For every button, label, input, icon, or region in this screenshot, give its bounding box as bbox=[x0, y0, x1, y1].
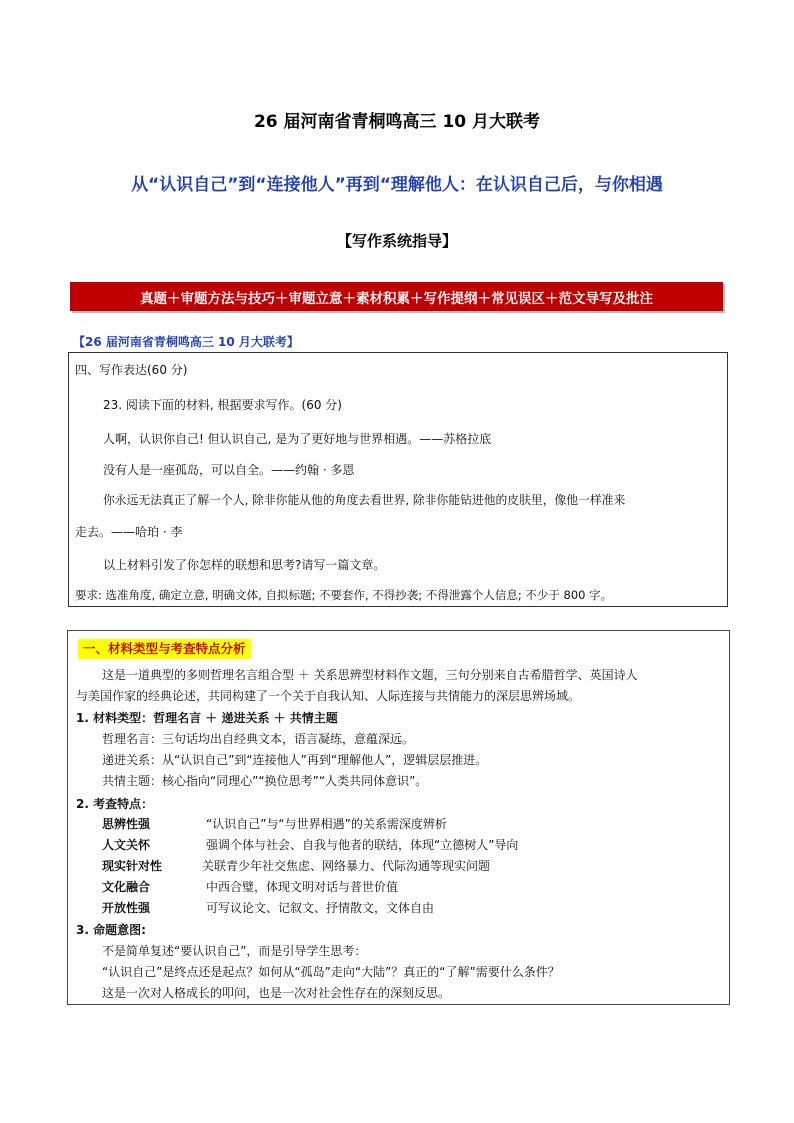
trait-value: 关联青少年社交焦虑、网络暴力、代际沟通等现实问题 bbox=[202, 859, 491, 873]
trait-key: 文化融合 bbox=[102, 880, 151, 894]
trait-key: 思辨性强 bbox=[102, 817, 151, 831]
section3-line1: 不是简单复述“要认识自己”，而是引导学生思考： bbox=[102, 944, 367, 958]
writing-task: 以上材料引发了你怎样的联想和思考?请写一篇文章。 bbox=[103, 558, 386, 572]
trait-value: 可写议论文、记叙文、抒情散文，文体自由 bbox=[206, 901, 435, 915]
section1-title: 1. 材料类型：哲理名言 ＋ 递进关系 ＋ 共情主题 bbox=[76, 711, 338, 725]
trait-row bbox=[102, 878, 398, 895]
source-label: 【26 届河南省青桐鸣高三 10 月大联考】 bbox=[73, 335, 299, 349]
trait-key: 现实针对性 bbox=[102, 859, 163, 873]
essay-subtitle: 从“认识自己”到“连接他人”再到“理解他人：在认识自己后，与你相遇 bbox=[131, 175, 663, 195]
exam-title: 26 届河南省青桐鸣高三 10 月大联考 bbox=[253, 112, 541, 132]
intro-line2: 与美国作家的经典论述，共同构建了一个关于自我认知、人际连接与共情能力的深层思辨场域。 bbox=[76, 689, 581, 703]
trait-value: “认识自己”与“与世界相遇”的关系需深度辨析 bbox=[206, 817, 447, 831]
section3-line3: 这是一次对人格成长的叩问，也是一次对社会性存在的深刻反思。 bbox=[102, 986, 451, 1000]
analysis-heading: 一、材料类型与考查特点分析 bbox=[78, 639, 251, 659]
question-box bbox=[68, 352, 728, 607]
quote-socrates: 人啊，认识你自己! 但认识自己, 是为了更好地与世界相遇。——苏格拉底 bbox=[103, 432, 492, 446]
quote-donne: 没有人是一座孤岛，可以自全。——约翰 · 多恩 bbox=[103, 463, 355, 477]
trait-key: 人文关怀 bbox=[102, 838, 151, 852]
analysis-box bbox=[67, 630, 730, 1005]
banner-text: 真题＋审题方法与技巧＋审题立意＋素材积累＋写作提纲＋常见误区＋范文导写及批注 bbox=[140, 290, 653, 307]
trait-value: 强调个体与社会、自我与他者的联结，体现“立德树人”导向 bbox=[206, 838, 519, 852]
writing-requirements: 要求: 选准角度, 确定立意, 明确文体, 自拟标题; 不要套作, 不得抄袭; 不得泄露个人信息; 不少于 800 字。 bbox=[75, 588, 613, 602]
trait-row bbox=[102, 815, 447, 832]
trait-value: 中西合璧，体现文明对话与普世价值 bbox=[206, 880, 399, 894]
trait-row bbox=[102, 836, 518, 853]
trait-row bbox=[102, 899, 434, 916]
guide-heading: 【写作系统指导】 bbox=[336, 232, 457, 250]
question-prompt: 23. 阅读下面的材料, 根据要求写作。(60 分) bbox=[103, 398, 342, 412]
section3-title: 3. 命题意图: bbox=[76, 923, 146, 937]
intro-line1: 这是一道典型的多则哲理名言组合型 ＋ 关系思辨型材料作文题，三句分别来自古希腊哲学、英国诗人 bbox=[102, 668, 638, 682]
section1-line2: 递进关系：从“认识自己”到“连接他人”再到“理解他人”，逻辑层层推进。 bbox=[102, 753, 488, 767]
quote-lee-line1: 你永远无法真正了解一个人, 除非你能从他的角度去看世界, 除非你能钻进他的皮肤里，像他一样准来 bbox=[103, 493, 626, 507]
trait-row bbox=[102, 857, 490, 874]
section3-line2: “认识自己”是终点还是起点？如何从“孤岛”走向“大陆”？真正的“了解”需要什么条件？ bbox=[102, 965, 560, 979]
section-heading: 四、写作表达(60 分) bbox=[75, 363, 188, 377]
trait-key: 开放性强 bbox=[102, 901, 151, 915]
section1-line1: 哲理名言：三句话均出自经典文本，语言凝练，意蕴深远。 bbox=[102, 732, 415, 746]
quote-lee-line2: 走去。——哈珀 · 李 bbox=[75, 525, 183, 539]
section2-title: 2. 考查特点： bbox=[76, 797, 154, 811]
section1-line3: 共情主题：核心指向“同理心”“换位思考”“人类共同体意识”。 bbox=[102, 774, 428, 788]
contents-banner bbox=[70, 282, 723, 311]
